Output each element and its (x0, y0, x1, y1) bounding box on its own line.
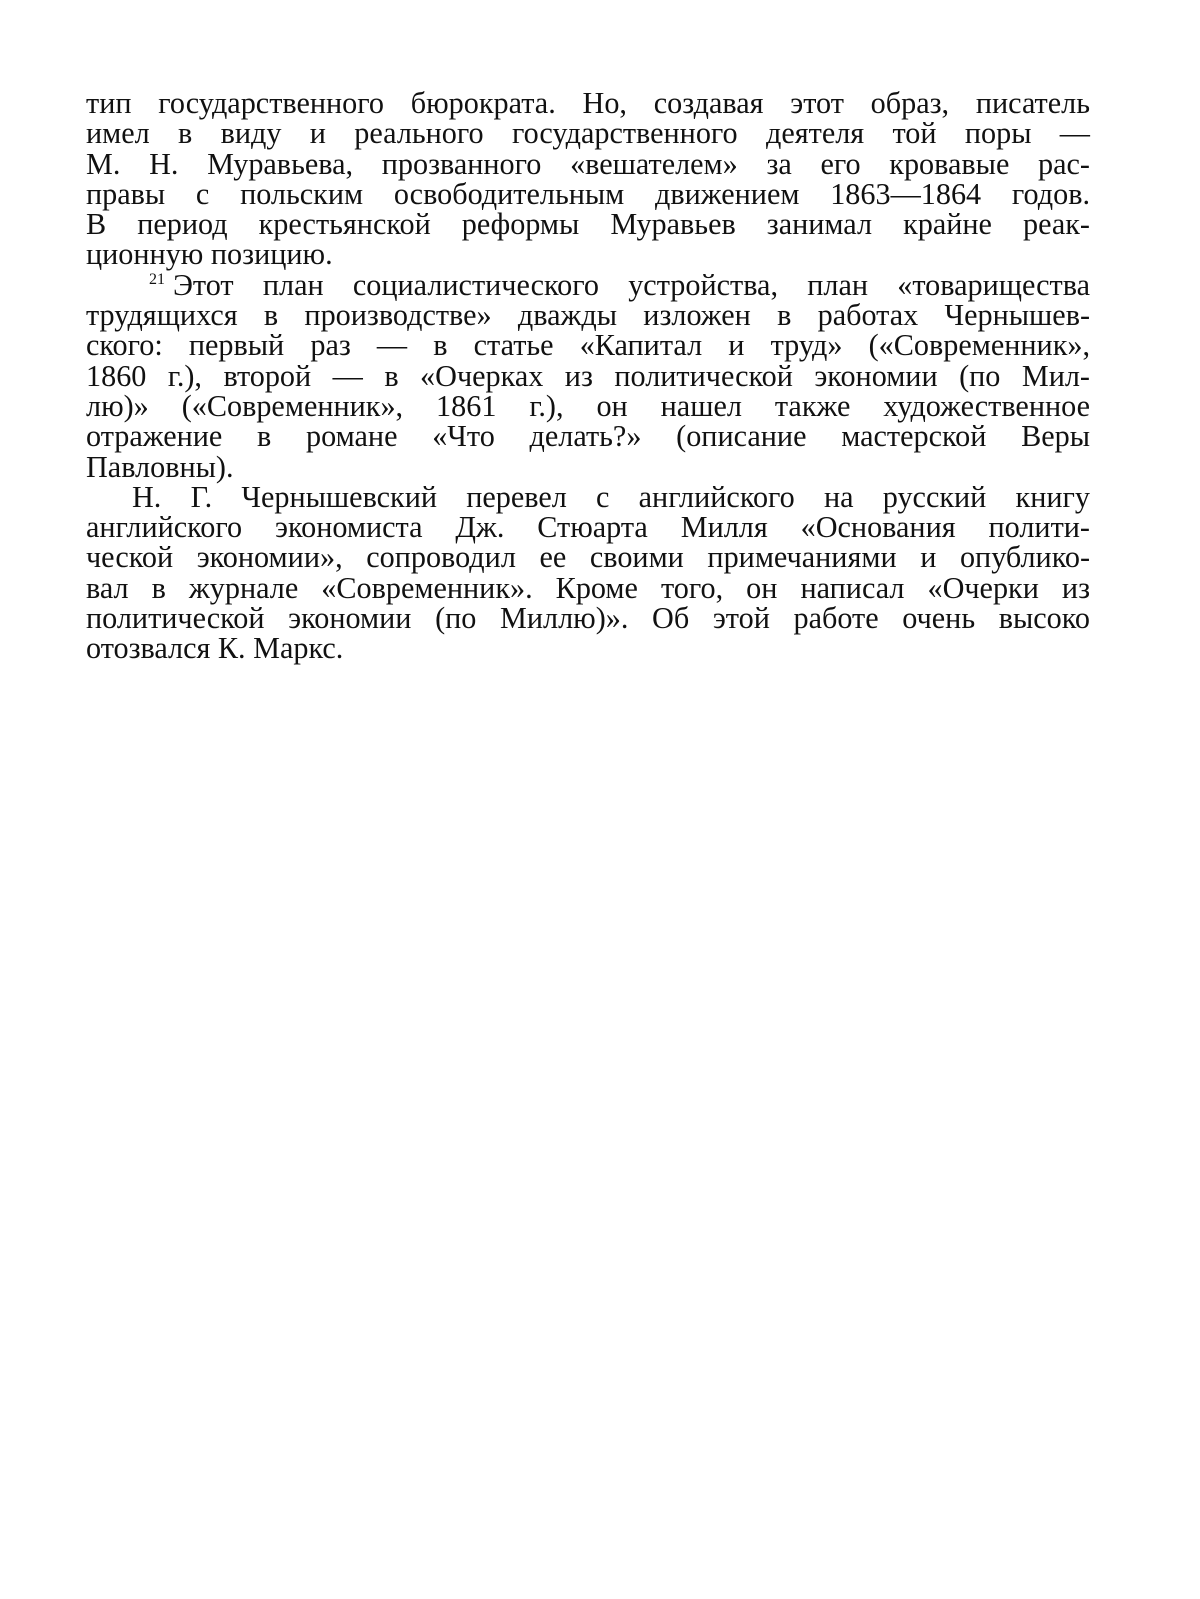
document-page (86, 88, 1090, 664)
text-line: правы с польским освободительным движением 1863—1864 годов. (86, 176, 1090, 211)
text-line: ционную позицию. (86, 237, 333, 272)
text-line: отражение в романе «Что делать?» (описание мастерской Веры (86, 419, 1090, 454)
footnote-21-paragraph (86, 479, 1090, 666)
footnote-continuation (86, 88, 1090, 270)
text-line: М. Н. Муравьева, прозванного «вешателем» за его кровавые рас- (86, 146, 1090, 181)
text-line: лю)» («Современник», 1861 г.), он нашел также художественное (86, 388, 1090, 423)
text-line: В период крестьянской реформы Муравьев занимал крайне реак- (86, 207, 1090, 242)
text-line: Этот план социалистического устройства, план «товарищества (173, 267, 1090, 302)
text-line: 1860 г.), второй — в «Очерках из политической экономии (по Мил- (86, 358, 1090, 393)
text-line: Павловны). (86, 449, 234, 484)
text-line: имел в виду и реального государственного деятеля той поры — (86, 116, 1090, 151)
text-line: Н. Г. Чернышевский перевел с английского на русский книгу (132, 479, 1090, 514)
text-line: ческой экономии», сопроводил ее своими примечаниями и опублико- (86, 540, 1090, 575)
footnote-first-line (86, 267, 1090, 302)
text-line: трудящихся в производстве» дважды изложен в работах Чернышев- (86, 298, 1090, 333)
footnote-21 (86, 267, 1090, 484)
footnote-number: 21 (149, 270, 165, 288)
text-line: английского экономиста Дж. Стюарта Милля «Основания полити- (86, 510, 1090, 545)
text-line: тип государственного бюрократа. Но, создавая этот образ, писатель (86, 86, 1090, 120)
text-line: политической экономии (по Миллю)». Об этой работе очень высоко (86, 601, 1090, 636)
text-line: отозвался К. Маркс. (86, 631, 344, 666)
text-line: вал в журнале «Современник». Кроме того, он написал «Очерки из (86, 570, 1090, 605)
text-line: ского: первый раз — в статье «Капитал и труд» («Современник», (86, 328, 1090, 363)
